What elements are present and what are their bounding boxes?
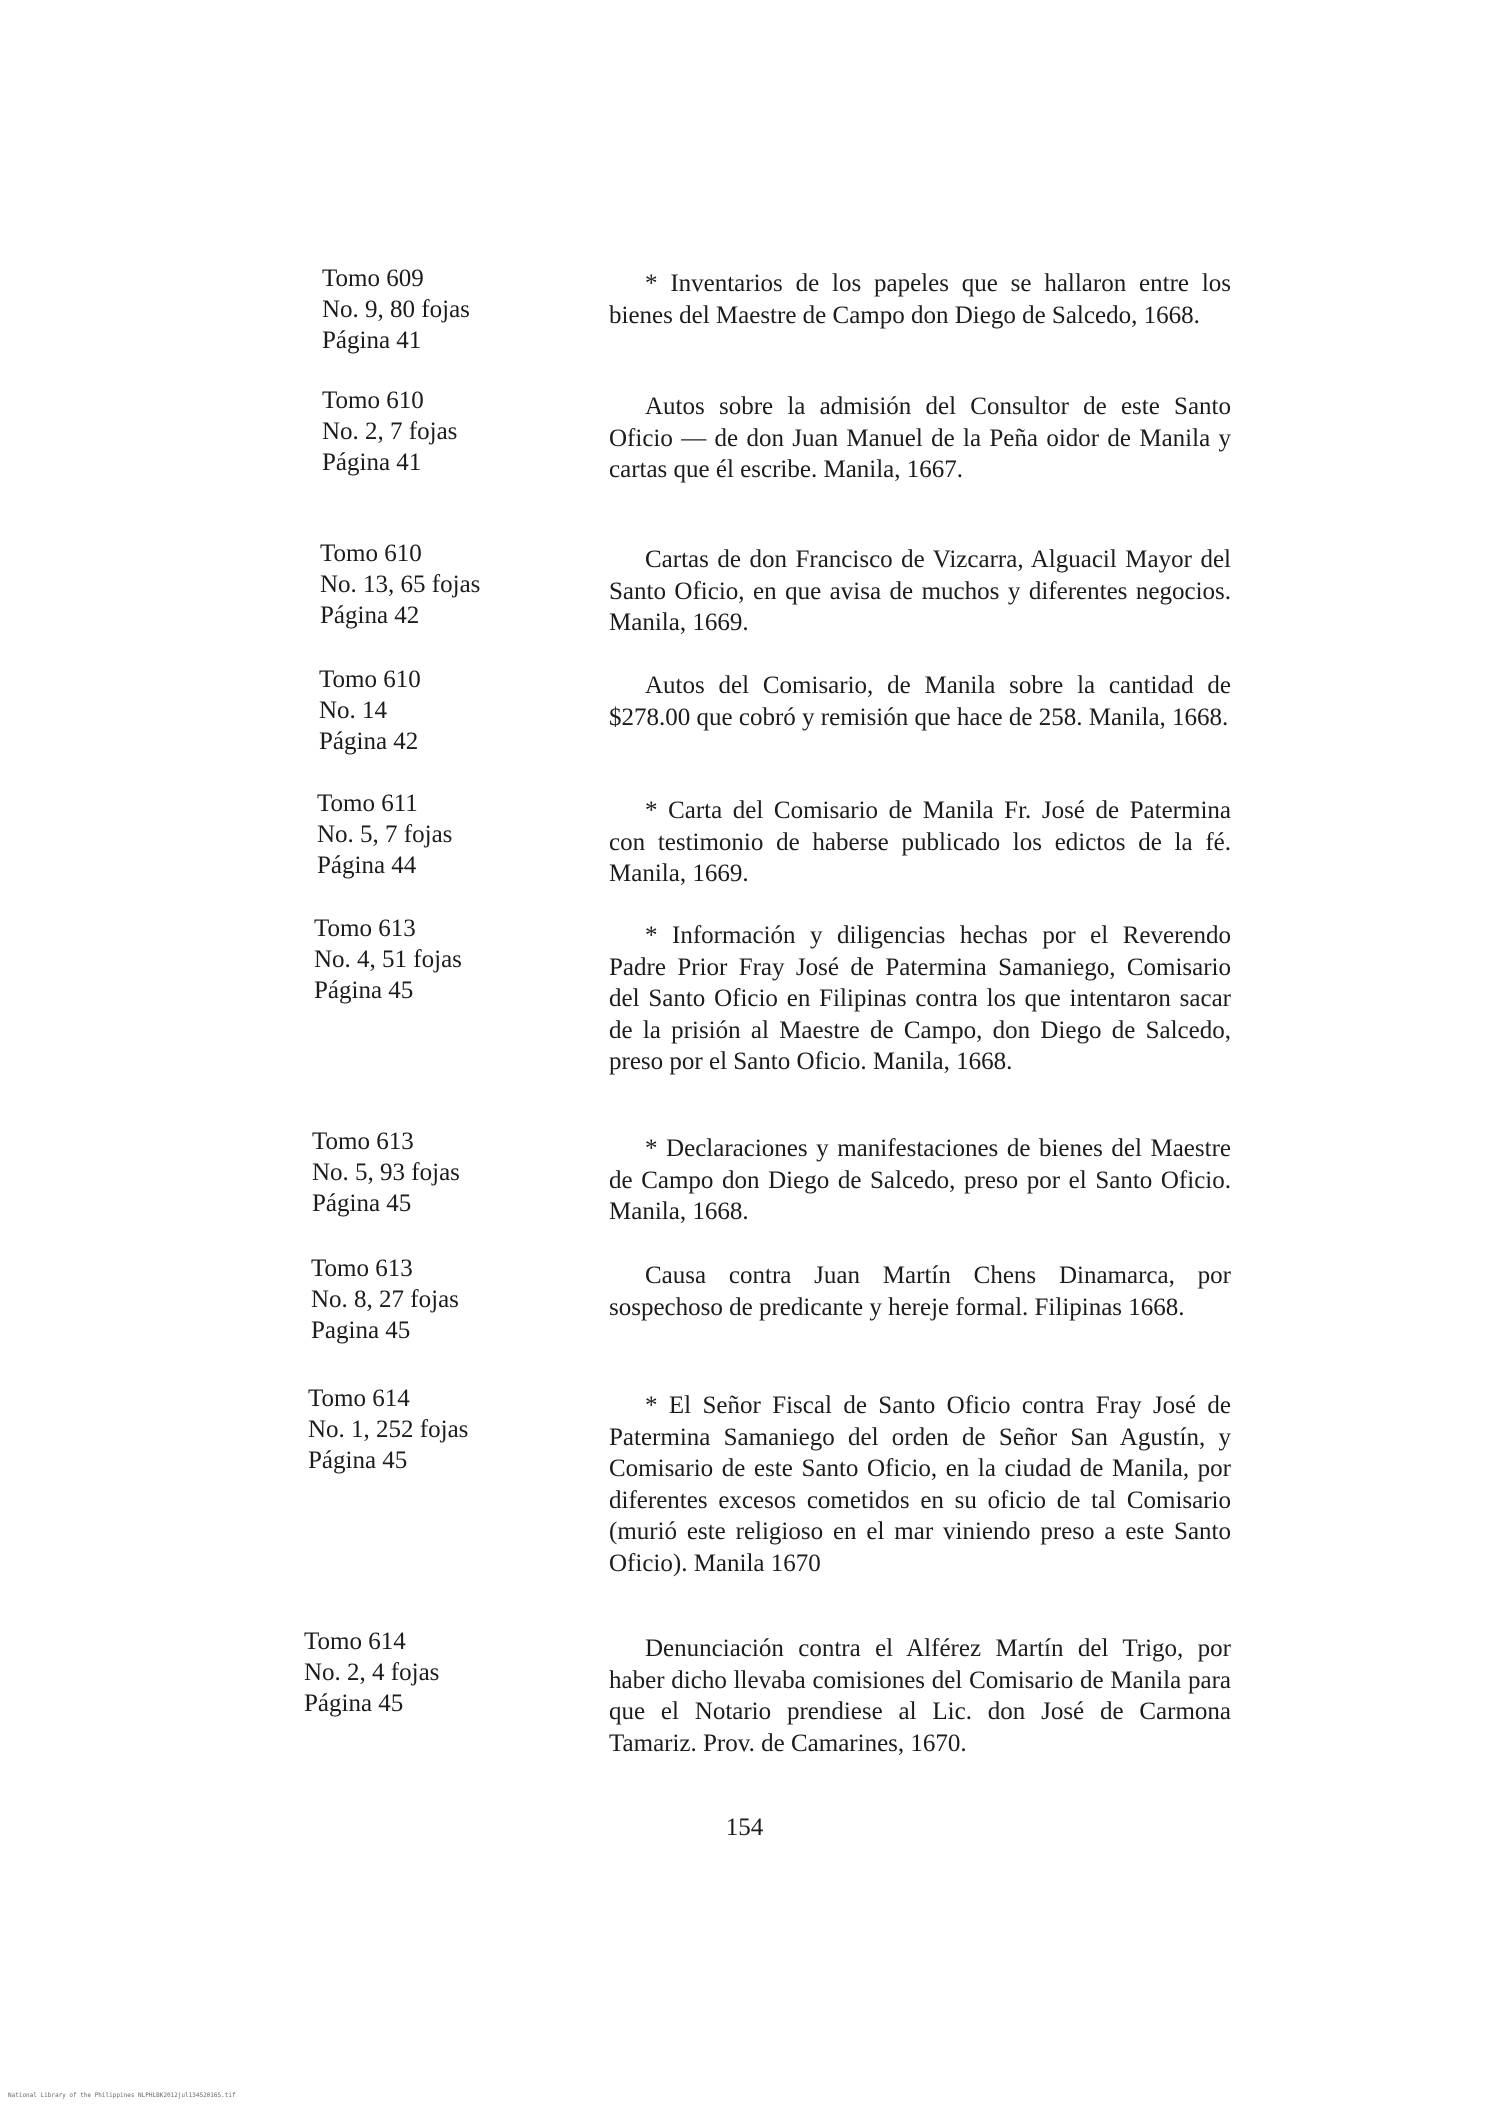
catalog-reference <box>311 1253 459 1346</box>
entry-description: Cartas de don Francisco de Vizcarra, Alguacil Mayor del Santo Oficio, en que avisa de muchos y diferentes negocios. Manila, 1669. <box>609 546 1231 636</box>
entry-description: Denunciación contra el Alférez Martín del Trigo, por haber dicho llevaba comisiones del Comisario de Manila para que el Notario prendiese al Lic. don José de Carmona Tamariz. Prov. de Camarines, 1670. <box>609 1635 1231 1757</box>
tomo-label: Tomo 613 <box>314 915 416 942</box>
folio-count: No. 14 <box>319 697 388 724</box>
catalog-reference <box>317 788 452 881</box>
tomo-label: Tomo 613 <box>312 1128 414 1155</box>
tomo-label: Tomo 609 <box>322 265 424 292</box>
page-reference: Página 41 <box>322 449 422 476</box>
page-reference: Página 45 <box>304 1690 404 1717</box>
catalog-reference <box>319 664 421 757</box>
page-reference: Página 45 <box>308 1447 408 1474</box>
folio-count: No. 8, 27 fojas <box>311 1286 459 1313</box>
entry-description: Causa contra Juan Martín Chens Dinamarca, por sospechoso de predicante y hereje formal. Filipinas 1668. <box>609 1262 1231 1321</box>
entry-description: * Declaraciones y manifestaciones de bienes del Maestre de Campo don Diego de Salcedo, preso por el Santo Oficio. Manila, 1668. <box>609 1135 1231 1225</box>
folio-count: No. 2, 7 fojas <box>322 418 458 445</box>
page-reference: Página 44 <box>317 852 417 879</box>
tomo-label: Tomo 611 <box>317 790 418 817</box>
entry-description: * Inventarios de los papeles que se hallaron entre los bienes del Maestre de Campo don Diego de Salcedo, 1668. <box>609 270 1231 329</box>
page-reference: Pagina 45 <box>311 1317 411 1344</box>
tomo-label: Tomo 613 <box>311 1255 413 1282</box>
page-number: 154 <box>725 1814 764 1841</box>
page-reference: Página 42 <box>320 602 420 629</box>
catalog-reference <box>322 263 470 356</box>
catalog-reference <box>314 913 462 1006</box>
catalog-reference <box>308 1383 468 1476</box>
page-reference: Página 42 <box>319 728 419 755</box>
page-reference: Página 45 <box>314 977 414 1004</box>
page-reference: Página 41 <box>322 327 422 354</box>
folio-count: No. 9, 80 fojas <box>322 296 470 323</box>
catalog-reference <box>322 385 457 478</box>
tomo-label: Tomo 610 <box>319 666 421 693</box>
folio-count: No. 2, 4 fojas <box>304 1659 440 1686</box>
tomo-label: Tomo 614 <box>308 1385 410 1412</box>
folio-count: No. 5, 93 fojas <box>312 1159 460 1186</box>
entry-description: * Carta del Comisario de Manila Fr. José de Patermina con testimonio de haberse publicado los edictos de la fé. Manila, 1669. <box>609 797 1231 887</box>
entry-description: * Información y diligencias hechas por el Reverendo Padre Prior Fray José de Patermina Samaniego, Comisario del Santo Oficio en Filipinas contra los que intentaron sacar de la prisión al Maestre de Campo, don Diego de Salcedo, preso por el Santo Oficio. Manila, 1668. <box>609 922 1231 1075</box>
folio-count: No. 13, 65 fojas <box>320 571 481 598</box>
scan-footer: National Library of the Philippines NLPHLBK2012jul13452016S.tif <box>8 2092 236 2099</box>
catalog-reference <box>320 538 480 631</box>
catalog-reference <box>312 1126 460 1219</box>
entry-description: Autos sobre la admisión del Consultor de este Santo Oficio — de don Juan Manuel de la Peña oidor de Manila y cartas que él escribe. Manila, 1667. <box>609 393 1231 483</box>
folio-count: No. 1, 252 fojas <box>308 1416 469 1443</box>
tomo-label: Tomo 614 <box>304 1628 406 1655</box>
entry-description: * El Señor Fiscal de Santo Oficio contra Fray José de Patermina Samaniego del orden de Señor San Agustín, y Comisario de este Santo Oficio, en la ciudad de Manila, por diferentes excesos cometidos en su oficio de tal Comisario (murió este religioso en el mar viniendo preso a este Santo Oficio). Manila 1670 <box>609 1392 1231 1577</box>
entry-description: Autos del Comisario, de Manila sobre la cantidad de $278.00 que cobró y remisión que hace de 258. Manila, 1668. <box>609 672 1231 731</box>
page-reference: Página 45 <box>312 1190 412 1217</box>
tomo-label: Tomo 610 <box>320 540 422 567</box>
tomo-label: Tomo 610 <box>322 387 424 414</box>
folio-count: No. 4, 51 fojas <box>314 946 462 973</box>
catalog-reference <box>304 1626 439 1719</box>
folio-count: No. 5, 7 fojas <box>317 821 453 848</box>
